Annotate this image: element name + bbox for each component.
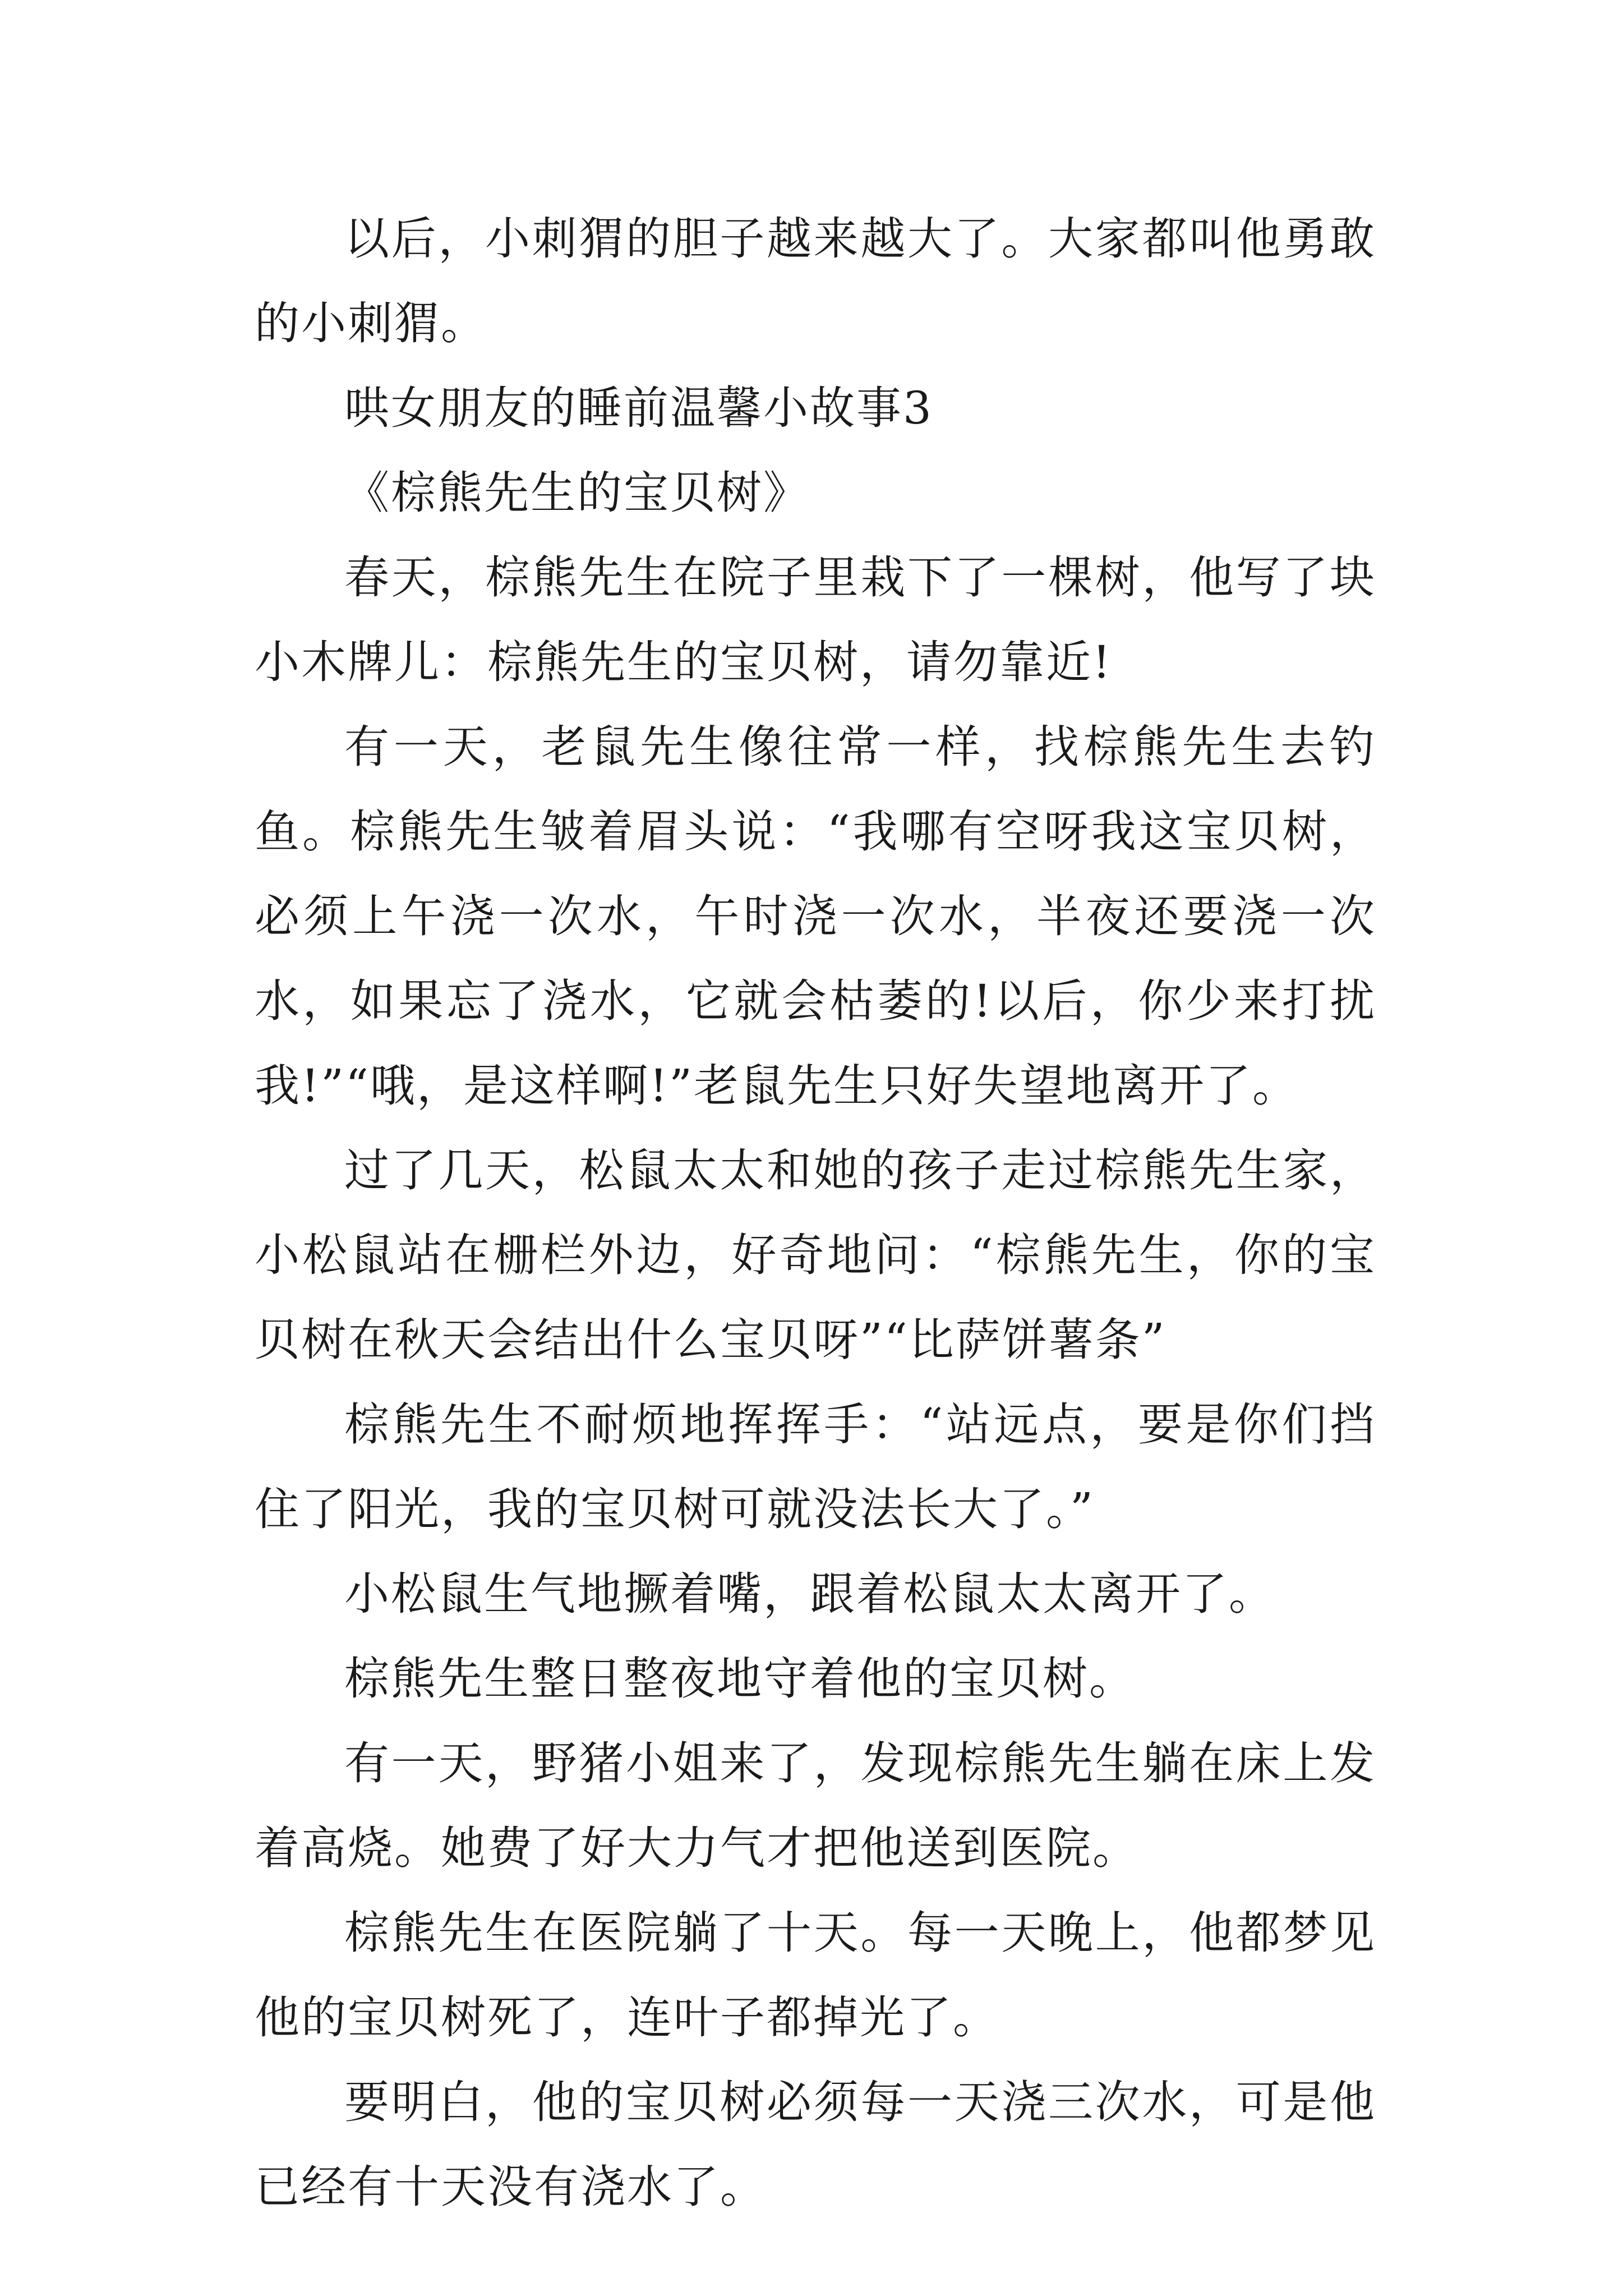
paragraph: 春天，棕熊先生在院子里栽下了一棵树，他写了块小木牌儿：棕熊先生的宝贝树，请勿靠近!: [255, 551, 1376, 688]
paragraph: 有一天，野猪小姐来了，发现棕熊先生躺在床上发着高烧。她费了好大力气才把他送到医院。: [255, 1737, 1376, 1874]
story-title: 《棕熊先生的宝贝树》: [344, 467, 810, 519]
paragraph: 要明白，他的宝贝树必须每一天浇三次水，可是他已经有十天没有浇水了。: [255, 2076, 1376, 2213]
paragraph: 棕熊先生在医院躺了十天。每一天晚上，他都梦见他的宝贝树死了，连叶子都掉光了。: [255, 1907, 1376, 2044]
paragraph: 棕熊先生整日整夜地守着他的宝贝树。: [344, 1653, 1136, 1705]
paragraph: 小松鼠生气地撅着嘴，跟着松鼠太太离开了。: [344, 1568, 1275, 1620]
paragraph: 棕熊先生不耐烦地挥挥手：“站远点，要是你们挡住了阳光，我的宝贝树可就没法长大了。”: [255, 1398, 1376, 1535]
paragraph: 过了几天，松鼠太太和她的孩子走过棕熊先生家，小松鼠站在栅栏外边，好奇地问：“棕熊先生，你的宝贝树在秋天会结出什么宝贝呀”“比萨饼薯条”: [255, 1144, 1376, 1366]
paragraph: 有一天，老鼠先生像往常一样，找棕熊先生去钓鱼。棕熊先生皱着眉头说：“我哪有空呀我这宝贝树，必须上午浇一次水，午时浇一次水，半夜还要浇一次水，如果忘了浇水，它就会枯萎的!以后，你少来打扰我!”“哦，是这样啊!”老鼠先生只好失望地离开了。: [255, 721, 1376, 1112]
story-heading: 哄女朋友的睡前温馨小故事3: [344, 382, 933, 434]
paragraph-ending: 以后，小刺猬的胆子越来越大了。大家都叫他勇敢的小刺猬。: [255, 213, 1376, 349]
story-body: [255, 196, 1376, 2229]
